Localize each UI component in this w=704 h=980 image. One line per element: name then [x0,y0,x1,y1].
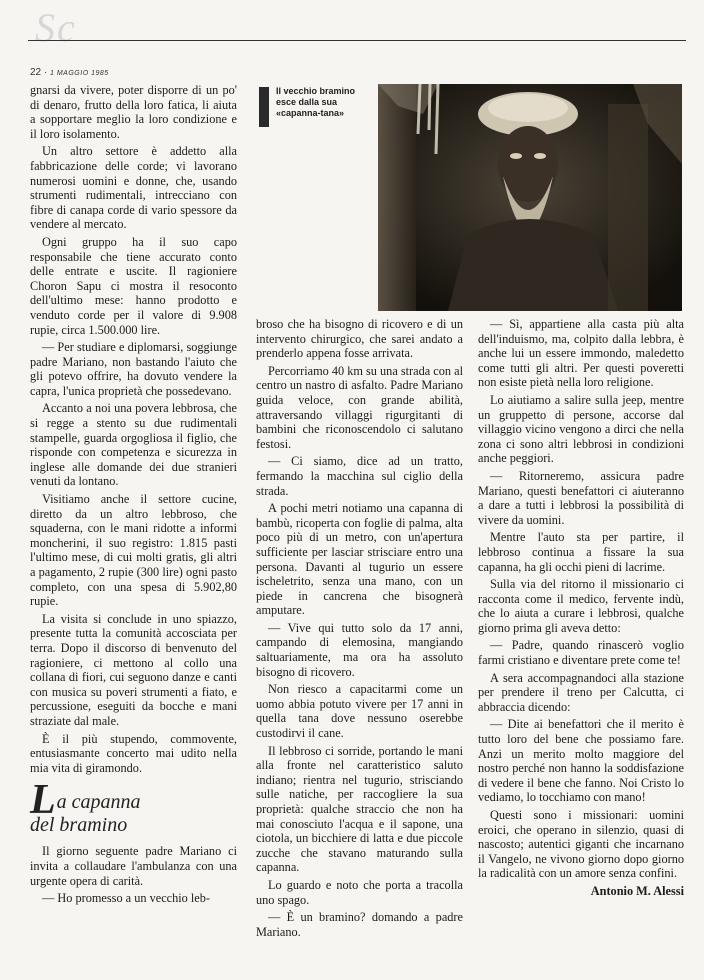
page-number-separator: · [41,67,51,78]
paragraph: Percorriamo 40 km su una strada con al centro un nastro di asfalto. Padre Mariano guida veloce, con grande abilità, attraversando villaggi rigurgitanti di bambini che riconoscendolo ci salutano festosi. [256,363,463,451]
paragraph: Lo aiutiamo a salire sulla jeep, mentre un gruppetto di persone, accorse dal villaggio vicino vengono a dirci che nella zona ci sono altri lebbrosi in condizioni anche peggiori. [478,392,684,466]
paragraph: gnarsi da vivere, poter disporre di un po' di denaro, frutto della loro fatica, li aiuta a sopportare meglio la loro condizione e il loro isolamento. [30,83,237,141]
paragraph: Un altro settore è addetto alla fabbricazione delle corde; vi lavorano numerosi uomini e donne, che, usando strumenti rudimentali, intrecciano con fibre di canapa corde di vario spessore da vendere al mercato. [30,144,237,232]
paragraph: Questi sono i missionari: uomini eroici, che operano in silenzio, quasi di nascosto; autentici giganti che incarnano il Vangelo, ne vivono giorno dopo giorno la radicalità con un amore senza confini. [478,808,684,881]
paragraph: — Ci siamo, dice ad un tratto, fermando la macchina sul ciglio della strada. [256,454,463,498]
photo-caption: Il vecchio bramino esce dalla sua «capanna-tana» [276,86,356,118]
paragraph: — Sì, appartiene alla casta più alta dell'induismo, ma, colpito dalla lebbra, è anche lui un essere immondo, maledetto come tutti gli altri. Per questi poveretti non esiste pietà nella loro religione. [478,317,684,390]
paragraph: Accanto a noi una povera lebbrosa, che si regge a stento su due rudimentali stampelle, guarda orgogliosa il figlio, che risponde con competenza e sicurezza in inglese alle domande dei due stranieri venuti da lontano. [30,401,237,489]
photo-brahmin [378,84,682,311]
page-number [30,67,109,78]
article-column-3 [478,317,684,899]
heading-initial: L [30,777,56,824]
page-number-value: 22 [30,67,42,78]
paragraph: È il più stupendo, commovente, entusiasmante concerto mai udito nella mia vita di giramondo. [30,731,237,775]
heading-line-1: a capanna [56,791,141,814]
heading-line-2: del bramino [30,814,128,837]
paragraph: — Dite ai benefattori che il merito è tutto loro del bene che possiamo fare. Anzi un merito molto maggiore del nostro perché non hanno la soddisfazione di vedere il bene che fanno. Noi Cristo lo vediamo, lo tocchiamo con mano! [478,717,684,805]
paragraph: La visita si conclude in uno spiazzo, presente tutta la comunità accosciata per terra. Dopo il discorso di benvenuto del ragioniere, ci mettono al collo una collana di fiori, cui seguono danze e canti con musica su poveri strumenti a fiato, e percussione, eseguiti da bocche e mani straziate dal male. [30,611,237,728]
caption-marker [259,87,269,127]
paragraph: Il giorno seguente padre Mariano ci invita a collaudare l'ambulanza con una urgente opera di carità. [30,844,237,888]
paragraph: Ogni gruppo ha il suo capo responsabile che tiene accurato conto delle entrate e uscite. Il ragioniere Choron Sapu ci mostra il resoconto dell'ultimo mese: hanno prodotto e venduto corde per il valore di 9.908 rupie, circa 1.500.000 lire. [30,234,237,337]
photo-illustration [378,84,682,311]
paragraph: Sulla via del ritorno il missionario ci racconta come il medico, fervente indù, che lo aiuta a curare i lebbrosi, qualche giorno prima gli aveva detto: [478,577,684,635]
paragraph: broso che ha bisogno di ricovero e di un intervento chirurgico, che sarei andato a prenderlo appena fosse arrivata. [256,317,463,361]
paragraph: — Padre, quando rinascerò voglio farmi cristiano e diventare prete come te! [478,638,684,668]
paragraph: A sera accompagnandoci alla stazione per prendere il treno per Calcutta, ci abbraccia dicendo: [478,670,684,714]
article-column-1 [30,83,237,909]
paragraph: — Ritorneremo, assicura padre Mariano, questi benefattori ci aiuteranno a dare a tutti i lebbrosi la possibilità di vivere da uomini. [478,468,684,527]
paragraph: Mentre l'auto sta per partire, il lebbroso continua a fissare la sua capanna, ha gli occhi pieni di lacrime. [478,530,684,574]
paragraph: Non riesco a capacitarmi come un uomo abbia potuto vivere per 17 anni in quella tana dove nessuno oserebbe custodirvi il cane. [256,682,463,741]
top-rule [28,40,686,41]
issue-date: 1 MAGGIO 1985 [50,70,109,77]
paragraph: — Ho promesso a un vecchio leb- [42,891,211,906]
paragraph: — Per studiare e diplomarsi, soggiunge padre Mariano, non bastando l'aiuto che gli potevo offrire, ha dovuto vendere la capra, l'unica proprietà che possedevano. [30,340,237,398]
article-column-2 [256,317,463,942]
watermark: Sc [35,5,77,50]
paragraph: Visitiamo anche il settore cucine, diretto da un altro lebbroso, che squaderna, con le mani ridotte a informi moncherini, il suo registro: 1.815 pasti l'ultimo mese, di cui molti gratis, gli altri a pagamento, 2 rupie (300 lire) ogni pasto completo, con una spesa di 5.902,80 rupie. [30,492,237,609]
paragraph: Il lebbroso ci sorride, portando le mani alla fronte nel caratteristico saluto indiano; rientra nel tugurio, strisciando sulle natiche, per raccogliere la sua proprietà: qualche straccio che non ha mai conosciuto l'acqua e il sapone, una ciotola, un bicchiere di latta e due piccole zucche che stavano maturando sulla capanna. [256,743,463,875]
paragraph: A pochi metri notiamo una capanna di bambù, ricoperta con foglie di palma, alta poco più di un metro, con un'apertura sufficiente per lasciar strisciare entro una persona. Davanti al tugurio un essere ischeletrito, senza una mano, con un piede in cancrena che bisognerà amputare. [256,501,463,618]
paragraph: — È un bramino? domando a padre Mariano. [256,910,463,939]
paragraph: Lo guardo e noto che porta a tracolla uno spago. [256,877,463,907]
section-heading [30,777,237,837]
paragraph: — Vive qui tutto solo da 17 anni, campando di elemosina, mangiando saltuariamente, ma ora ha assoluto bisogno di ricovero. [256,620,463,679]
author-signature: Antonio M. Alessi [590,883,684,898]
